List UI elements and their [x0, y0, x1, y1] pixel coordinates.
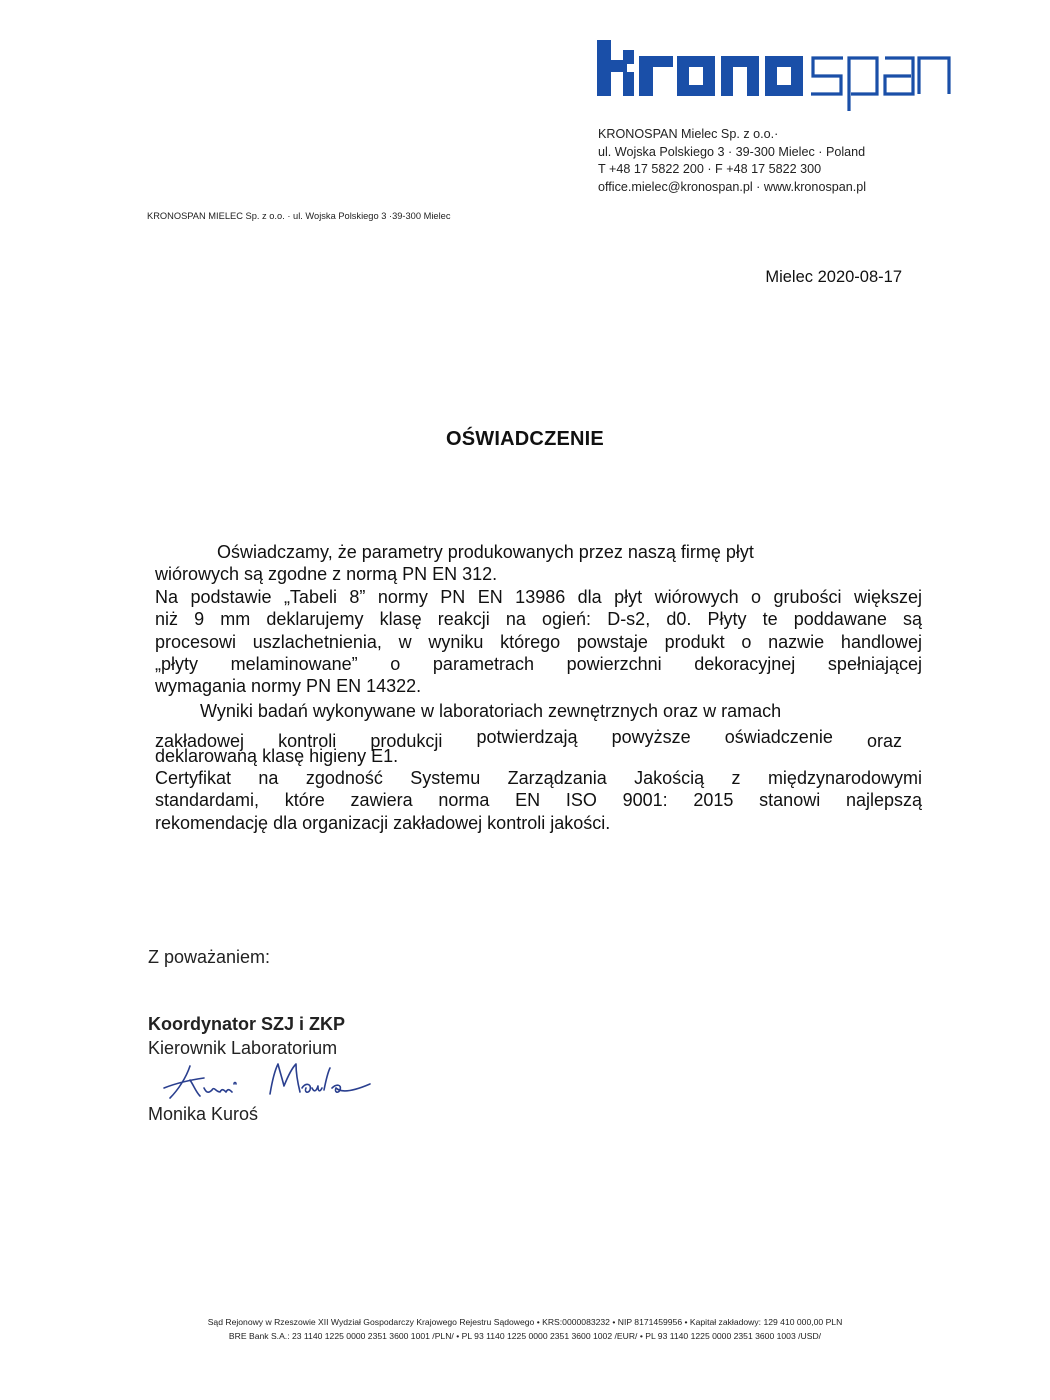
body-line: „płyty melaminowane” o parametrach powierzchni dekoracyjnej spełniającej: [155, 654, 922, 675]
letter-date: Mielec 2020-08-17: [765, 268, 902, 286]
body-line: wiórowych są zgodne z normą PN EN 312.: [155, 564, 498, 585]
body-line: Wyniki badań wykonywane w laboratoriach zewnętrznych oraz w ramach: [200, 700, 782, 721]
kronospan-logo: [597, 38, 952, 113]
page-footer: [0, 1315, 1050, 1343]
sender-address-line: KRONOSPAN MIELEC Sp. z o.o. · ul. Wojska Polskiego 3 ·39-300 Mielec: [147, 211, 451, 221]
body-line: Oświadczamy, że parametry produkowanych przez naszą firmę płyt: [217, 542, 754, 562]
signatory-name: Monika Kuroś: [148, 1104, 259, 1124]
body-word: oświadczenie: [724, 727, 833, 748]
document-title: OŚWIADCZENIE: [446, 428, 604, 450]
company-phone-line: T +48 17 5822 200 · F +48 17 5822 300: [598, 162, 822, 176]
body-word: zakładowej: [155, 731, 245, 752]
body-line: wymagania normy PN EN 14322.: [155, 676, 422, 697]
body-word: kontroli: [278, 731, 337, 752]
body-line: Na podstawie „Tabeli 8” normy PN EN 13986 dla płyt wiórowych o grubości większej: [155, 586, 922, 607]
body-word: potwierdzają: [476, 727, 578, 748]
body-word: oraz: [866, 731, 902, 752]
body-line: standardami, które zawiera norma EN ISO 9001: 2015 stanowi najlepszą: [155, 790, 922, 811]
letter-body: [155, 541, 922, 834]
company-address-block: [598, 126, 1018, 196]
body-line: niż 9 mm deklarujemy klasę reakcji na ogień: D-s2, d0. Płyty te poddawane są: [155, 609, 922, 630]
body-line: rekomendację dla organizacji zakładowej kontroli jakości.: [155, 812, 611, 833]
body-line: procesowi uszlachetnienia, w wyniku którego powstaje produkt o nazwie handlowej: [155, 631, 922, 652]
company-email-line: office.mielec@kronospan.pl · www.kronospan.pl: [598, 179, 867, 194]
closing-greeting: Z poważaniem:: [148, 947, 271, 967]
signatory-role: Koordynator SZJ i ZKP: [148, 1014, 346, 1034]
body-line: deklarowaną klasę higieny E1.: [155, 745, 399, 766]
company-name-line: KRONOSPAN Mielec Sp. z o.o.·: [598, 127, 779, 141]
footer-bank-line: BRE Bank S.A.: 23 1140 1225 0000 2351 3600 1001 /PLN/ • PL 93 1140 1225 0000 2351 3600 1002 /EUR/ • PL 93 1140 1225 0000 2351 3600 1003 /USD/: [228, 1331, 822, 1341]
footer-registry-line: Sąd Rejonowy w Rzeszowie XII Wydział Gospodarczy Krajowego Rejestru Sądowego • KRS:0000083232 • NIP 8171459956 • Kapitał zakładowy: 129 410 000,00 PLN: [207, 1317, 843, 1327]
body-word: powyższe: [611, 727, 691, 748]
signatory-subrole: Kierownik Laboratorium: [148, 1038, 338, 1058]
body-line: Certyfikat na zgodność Systemu Zarządzania Jakością z międzynarodowymi: [155, 768, 922, 789]
handwritten-signature: [160, 1058, 380, 1106]
company-address-line: ul. Wojska Polskiego 3 · 39-300 Mielec · Poland: [598, 144, 866, 159]
body-word: produkcji: [370, 731, 443, 752]
